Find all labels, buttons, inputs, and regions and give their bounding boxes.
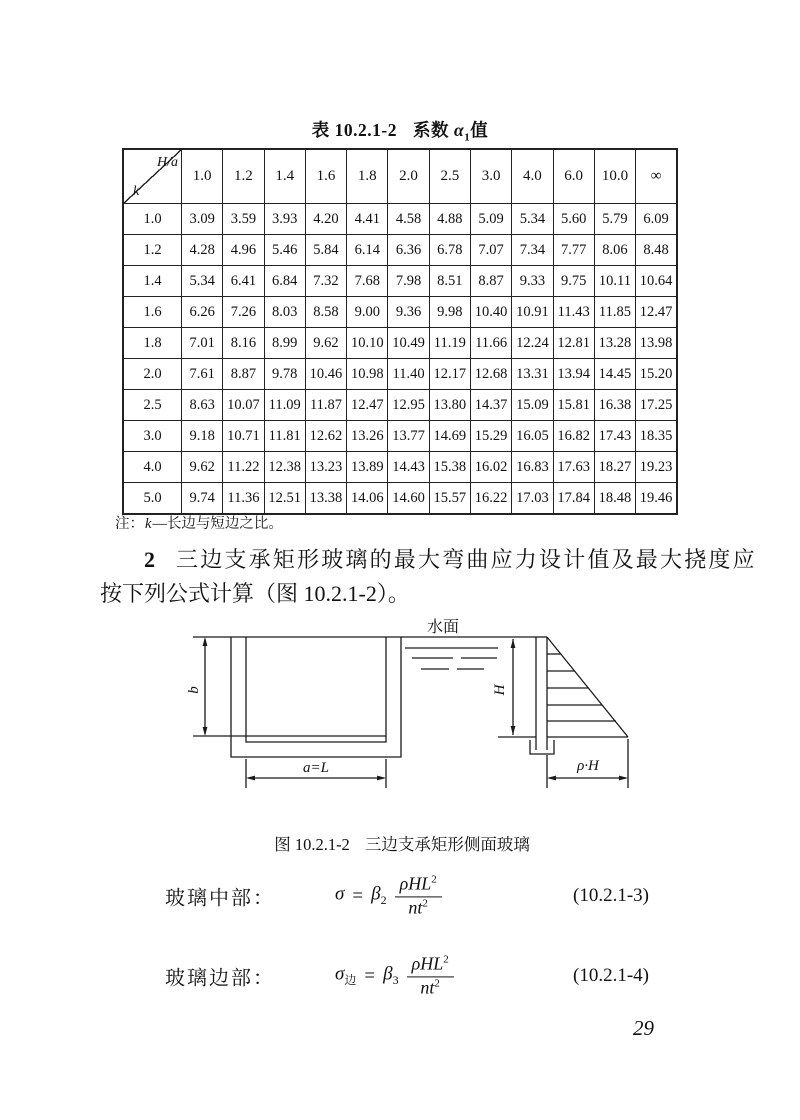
dim-a-label: a=L	[303, 760, 329, 776]
table-row	[123, 297, 677, 328]
coefficient-cell: 10.11	[594, 266, 635, 297]
row-header-k: 2.0	[123, 359, 182, 390]
figure-linework	[193, 637, 628, 788]
fraction-denominator: $nt^2$	[420, 977, 440, 997]
fraction-numerator: ρHL$^2$	[395, 873, 442, 897]
coefficient-cell: 5.09	[470, 204, 511, 235]
coefficient-cell: 14.37	[470, 390, 511, 421]
coefficient-cell: 12.81	[553, 328, 594, 359]
coefficient-cell: 13.89	[347, 452, 388, 483]
coefficient-cell: 15.38	[429, 452, 470, 483]
column-header: 2.5	[429, 149, 470, 204]
row-header-k: 3.0	[123, 421, 182, 452]
coefficient-cell: 15.20	[636, 359, 677, 390]
coefficient-cell: 12.47	[347, 390, 388, 421]
coefficient-cell: 13.31	[512, 359, 553, 390]
coefficient-cell: 8.51	[429, 266, 470, 297]
coefficient-cell: 7.98	[388, 266, 429, 297]
formula-row-edge	[0, 944, 800, 1008]
coefficient-cell: 12.95	[388, 390, 429, 421]
coefficient-cell: 13.28	[594, 328, 635, 359]
figure-caption-text: 三边支承矩形侧面玻璃	[364, 835, 530, 854]
table-row	[123, 359, 677, 390]
coefficient-cell: 15.09	[512, 390, 553, 421]
coefficient-cell: 4.96	[223, 235, 264, 266]
row-header-k: 1.2	[123, 235, 182, 266]
coefficient-cell: 3.59	[223, 204, 264, 235]
coefficient-cell: 17.03	[512, 483, 553, 515]
figure-caption	[100, 831, 704, 855]
coefficient-cell: 13.23	[305, 452, 346, 483]
coefficient-cell: 11.66	[470, 328, 511, 359]
note-prefix: 注：	[115, 516, 144, 532]
coefficient-cell: 11.36	[223, 483, 264, 515]
coefficient-cell: 15.57	[429, 483, 470, 515]
coefficient-cell: 11.40	[388, 359, 429, 390]
clause-number: 2	[144, 547, 155, 572]
coefficient-cell: 16.02	[470, 452, 511, 483]
coefficient-cell: 10.49	[388, 328, 429, 359]
row-header-k: 1.4	[123, 266, 182, 297]
corner-label-k: k	[133, 184, 140, 199]
column-header: ∞	[636, 149, 677, 204]
table-body-wrap	[123, 149, 677, 514]
row-header-k: 5.0	[123, 483, 182, 515]
coefficient-cell: 5.34	[512, 204, 553, 235]
paragraph-line-1	[100, 543, 757, 577]
table-row	[123, 452, 677, 483]
coefficient-cell: 9.36	[388, 297, 429, 328]
column-header: 4.0	[512, 149, 553, 204]
coefficient-cell: 11.85	[594, 297, 635, 328]
formula-2-number: (10.2.1-4)	[573, 965, 649, 986]
column-header: 1.8	[347, 149, 388, 204]
coefficient-cell: 4.88	[429, 204, 470, 235]
coefficient-cell: 15.81	[553, 390, 594, 421]
coefficient-cell: 6.84	[264, 266, 305, 297]
coefficient-cell: 10.91	[512, 297, 553, 328]
coefficient-cell: 9.78	[264, 359, 305, 390]
coefficient-cell: 4.41	[347, 204, 388, 235]
coefficient-cell: 14.45	[594, 359, 635, 390]
dim-b-label: b	[186, 686, 202, 694]
coefficient-cell: 9.74	[182, 483, 223, 515]
coefficient-cell: 8.63	[182, 390, 223, 421]
formula-1-expression	[335, 873, 442, 918]
alpha-symbol: $\alpha_1$	[454, 120, 471, 144]
water-surface-label: 水面	[426, 619, 460, 636]
beta-symbol: $\beta_3$	[383, 963, 399, 988]
formula-row-center	[0, 864, 800, 928]
coefficient-cell: 7.68	[347, 266, 388, 297]
equals-sign: =	[352, 885, 364, 906]
coefficient-cell: 7.32	[305, 266, 346, 297]
coefficient-cell: 8.99	[264, 328, 305, 359]
coefficient-cell: 7.77	[553, 235, 594, 266]
column-header: 2.0	[388, 149, 429, 204]
coefficient-cell: 7.26	[223, 297, 264, 328]
coefficient-cell: 10.40	[470, 297, 511, 328]
table-corner-cell	[123, 149, 182, 204]
coefficient-cell: 6.41	[223, 266, 264, 297]
table-row	[123, 390, 677, 421]
coefficient-cell: 16.83	[512, 452, 553, 483]
column-header: 1.4	[264, 149, 305, 204]
coefficient-cell: 18.35	[636, 421, 677, 452]
coefficient-cell: 9.00	[347, 297, 388, 328]
column-header: 3.0	[470, 149, 511, 204]
paragraph-line-2: 按下列公式计算（图 10.2.1-2）。	[100, 581, 410, 606]
coefficient-cell: 16.05	[512, 421, 553, 452]
coefficient-cell: 7.07	[470, 235, 511, 266]
coefficient-cell: 3.09	[182, 204, 223, 235]
fraction	[407, 953, 454, 998]
coefficient-cell: 10.71	[223, 421, 264, 452]
coefficient-cell: 4.28	[182, 235, 223, 266]
table-row	[123, 266, 677, 297]
coefficient-cell: 12.17	[429, 359, 470, 390]
coefficient-cell: 9.62	[305, 328, 346, 359]
coefficient-cell: 16.22	[470, 483, 511, 515]
figure-diagram	[150, 608, 680, 808]
coefficient-cell: 12.38	[264, 452, 305, 483]
row-header-k: 1.6	[123, 297, 182, 328]
fraction-numerator: ρHL$^2$	[407, 953, 454, 977]
coefficient-cell: 17.25	[636, 390, 677, 421]
coefficient-cell: 8.87	[470, 266, 511, 297]
paragraph-text-1: 三边支承矩形玻璃的最大弯曲应力设计值及最大挠度应	[176, 547, 757, 572]
coefficient-table	[122, 148, 678, 515]
coefficient-cell: 10.46	[305, 359, 346, 390]
coefficient-cell: 19.23	[636, 452, 677, 483]
coefficient-cell: 9.62	[182, 452, 223, 483]
coefficient-cell: 13.98	[636, 328, 677, 359]
coefficient-cell: 19.46	[636, 483, 677, 515]
coefficient-cell: 14.69	[429, 421, 470, 452]
coefficient-cell: 11.43	[553, 297, 594, 328]
note-text: —长边与短边之比。	[152, 516, 283, 532]
table-note	[115, 512, 283, 533]
figure-number: 图 10.2.1-2	[274, 835, 350, 854]
coefficient-cell: 16.82	[553, 421, 594, 452]
coefficient-cell: 13.80	[429, 390, 470, 421]
coefficient-cell: 10.98	[347, 359, 388, 390]
corner-label-ha: H/a	[157, 155, 178, 170]
coefficient-cell: 17.43	[594, 421, 635, 452]
coefficient-cell: 9.75	[553, 266, 594, 297]
coefficient-cell: 17.84	[553, 483, 594, 515]
coefficient-cell: 6.09	[636, 204, 677, 235]
sigma-symbol: σ	[335, 883, 345, 905]
coefficient-cell: 14.60	[388, 483, 429, 515]
coefficient-cell: 7.34	[512, 235, 553, 266]
coefficient-cell: 13.38	[305, 483, 346, 515]
coefficient-cell: 12.68	[470, 359, 511, 390]
coefficient-cell: 4.20	[305, 204, 346, 235]
coefficient-cell: 3.93	[264, 204, 305, 235]
coefficient-cell: 12.62	[305, 421, 346, 452]
coefficient-cell: 5.46	[264, 235, 305, 266]
column-header: 6.0	[553, 149, 594, 204]
coefficient-cell: 5.79	[594, 204, 635, 235]
table-row	[123, 204, 677, 235]
row-header-k: 1.8	[123, 328, 182, 359]
table-title-label: 系数	[413, 120, 449, 140]
equals-sign: =	[364, 965, 376, 986]
coefficient-cell: 12.51	[264, 483, 305, 515]
note-k-symbol: k	[145, 516, 152, 532]
coefficient-cell: 11.87	[305, 390, 346, 421]
dim-h-label: H	[492, 684, 508, 696]
coefficient-cell: 8.03	[264, 297, 305, 328]
coefficient-cell: 8.58	[305, 297, 346, 328]
coefficient-cell: 12.47	[636, 297, 677, 328]
body-paragraph	[100, 543, 757, 611]
table-row	[123, 483, 677, 515]
coefficient-cell: 14.43	[388, 452, 429, 483]
table-row	[123, 328, 677, 359]
table-row	[123, 421, 677, 452]
coefficient-cell: 11.81	[264, 421, 305, 452]
sigma-symbol: $\sigma_边$	[335, 963, 357, 988]
beta-symbol: $\beta_2$	[371, 883, 387, 908]
coefficient-cell: 11.22	[223, 452, 264, 483]
coefficient-cell: 10.64	[636, 266, 677, 297]
coefficient-cell: 10.07	[223, 390, 264, 421]
coefficient-cell: 5.84	[305, 235, 346, 266]
coefficient-cell: 18.48	[594, 483, 635, 515]
coefficient-cell: 6.14	[347, 235, 388, 266]
fraction-denominator: $nt^2$	[408, 897, 428, 917]
fraction	[395, 873, 442, 918]
coefficient-cell: 10.10	[347, 328, 388, 359]
column-header: 1.0	[182, 149, 223, 204]
coefficient-cell: 5.60	[553, 204, 594, 235]
table-number: 表 10.2.1-2	[311, 120, 397, 140]
coefficient-cell: 13.26	[347, 421, 388, 452]
table-title-suffix: 值	[470, 120, 489, 140]
coefficient-cell: 12.24	[512, 328, 553, 359]
column-header: 1.6	[305, 149, 346, 204]
coefficient-cell: 18.27	[594, 452, 635, 483]
coefficient-cell: 8.48	[636, 235, 677, 266]
row-header-k: 1.0	[123, 204, 182, 235]
row-header-k: 2.5	[123, 390, 182, 421]
coefficient-cell: 15.29	[470, 421, 511, 452]
coefficient-cell: 4.58	[388, 204, 429, 235]
row-header-k: 4.0	[123, 452, 182, 483]
table-row	[123, 235, 677, 266]
table-header-row-el	[123, 149, 677, 204]
coefficient-cell: 16.38	[594, 390, 635, 421]
coefficient-cell: 8.16	[223, 328, 264, 359]
coefficient-cell: 8.06	[594, 235, 635, 266]
page-number: 29	[633, 1016, 654, 1040]
column-header: 10.0	[594, 149, 635, 204]
column-header: 1.2	[223, 149, 264, 204]
dim-rho-h-label: ρ·H	[577, 758, 599, 774]
coefficient-cell: 11.19	[429, 328, 470, 359]
coefficient-cell: 6.78	[429, 235, 470, 266]
formula-2-expression	[335, 953, 454, 998]
formula-1-number: (10.2.1-3)	[573, 885, 649, 906]
coefficient-cell: 17.63	[553, 452, 594, 483]
coefficient-cell: 9.18	[182, 421, 223, 452]
coefficient-cell: 14.06	[347, 483, 388, 515]
coefficient-cell: 6.36	[388, 235, 429, 266]
coefficient-cell: 9.33	[512, 266, 553, 297]
coefficient-cell: 7.61	[182, 359, 223, 390]
coefficient-cell: 8.87	[223, 359, 264, 390]
coefficient-cell: 5.34	[182, 266, 223, 297]
formula-1-label: 玻璃中部：	[165, 887, 275, 910]
coefficient-cell: 13.77	[388, 421, 429, 452]
coefficient-cell: 7.01	[182, 328, 223, 359]
coefficient-cell: 9.98	[429, 297, 470, 328]
table-title	[122, 117, 678, 144]
coefficient-cell: 11.09	[264, 390, 305, 421]
formula-2-label: 玻璃边部：	[165, 967, 275, 990]
coefficient-cell: 13.94	[553, 359, 594, 390]
coefficient-cell: 6.26	[182, 297, 223, 328]
